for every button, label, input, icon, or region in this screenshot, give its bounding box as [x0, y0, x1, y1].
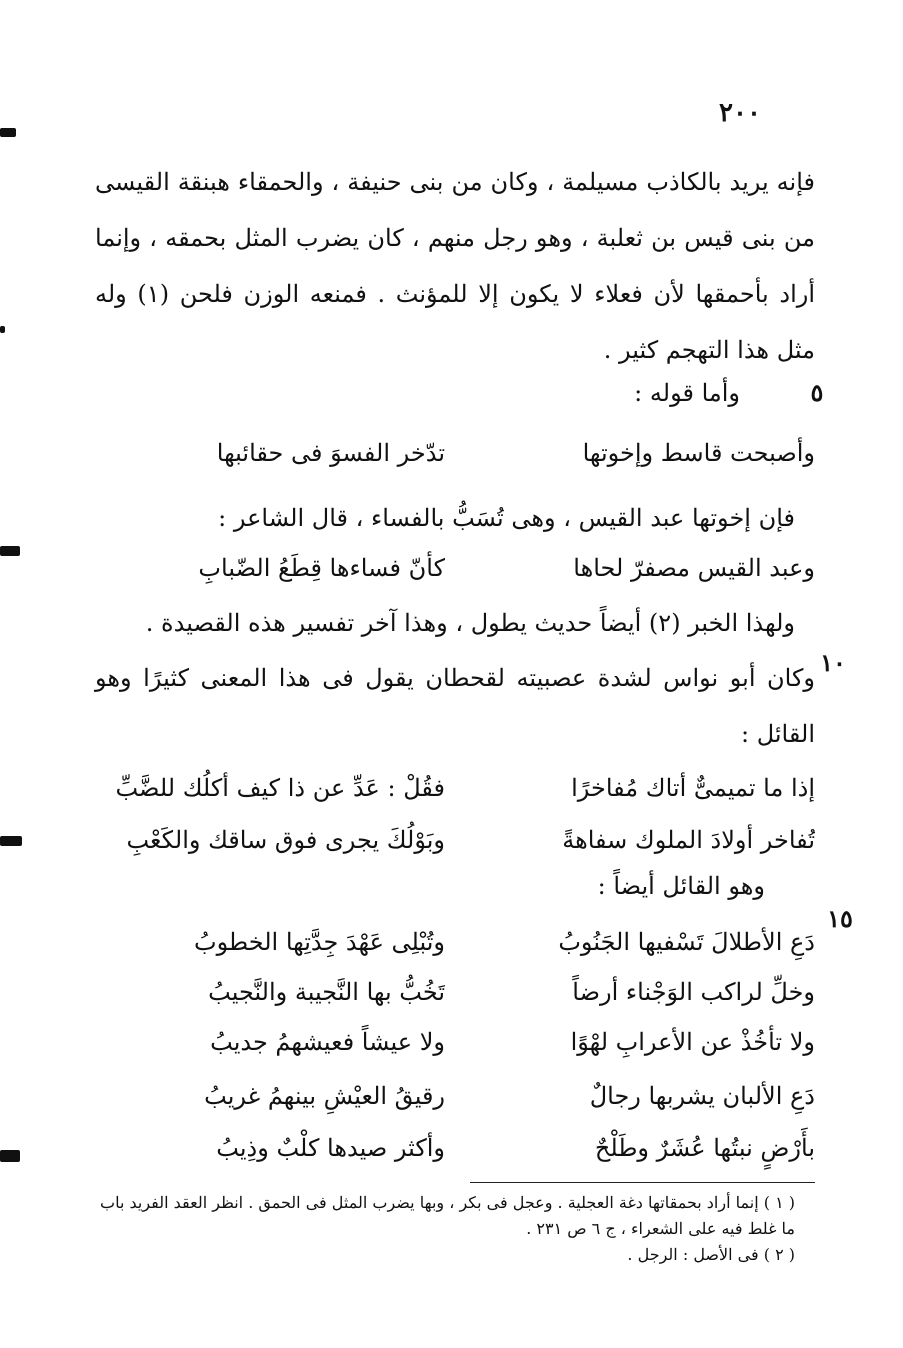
- line-number-5: ٥: [810, 378, 824, 407]
- verse-intro-2: وهو القائل أيضاً :: [597, 872, 765, 900]
- footnote-2: ( ٢ ) فى الأصل : الرجل .: [627, 1245, 795, 1264]
- verse-7-first-hemistich: ولا تأخُذْ عن الأعرابِ لهْوًا: [570, 1028, 815, 1056]
- scan-margin-mark: [0, 546, 20, 556]
- paragraph-4: وكان أبو نواس لشدة عصبيته لقحطان يقول فى هذا المعنى كثيرًا وهو القائل :: [95, 664, 815, 748]
- scan-margin-mark: [0, 128, 16, 137]
- scan-margin-mark: [0, 326, 5, 333]
- footnote-1: ( ١ ) إنما أراد بحمقاتها دغة العجلية . وعجل فى بكر ، وبها يضرب المثل فى الحمق . انظر العقد الفريد باب ما غلط فيه على الشعراء ، ج ٦ ص ٢٣١ .: [100, 1193, 795, 1238]
- verse-6-first-hemistich: وخلِّ لراكب الوَجْناء أرضاً: [572, 978, 815, 1006]
- page-number: ٢٠٠: [719, 98, 761, 128]
- verse-line-6: [95, 964, 815, 1020]
- verse-8-second-hemistich: رقيقُ العيْشِ بينهمُ غريبُ: [204, 1082, 445, 1110]
- verse-2-second-hemistich: كأنّ فساءها قِطَعُ الضّبابِ: [198, 554, 445, 582]
- line-number-10: ١٠: [820, 648, 846, 677]
- verse-3-second-hemistich: فقُلْ : عَدِّ عن ذا كيف أكلُك للضَّبِّ: [115, 774, 445, 802]
- verse-line-7: [95, 1014, 815, 1070]
- verse-line-8: [95, 1068, 815, 1124]
- scan-margin-mark: [0, 836, 22, 846]
- line-number-15: ١٥: [827, 904, 853, 933]
- paragraph-3: ولهذا الخبر (٢) أيضاً حديث يطول ، وهذا آخر تفسير هذه القصيدة .: [145, 609, 795, 637]
- verse-9-first-hemistich: بأَرْضٍ نبتُها عُشَرٌ وطَلْحٌ: [594, 1134, 815, 1162]
- verse-5-first-hemistich: دَعِ الأطلالَ تَسْفيها الجَنُوبُ: [558, 928, 815, 956]
- scan-margin-mark: [0, 1150, 20, 1162]
- verse-7-second-hemistich: ولا عيشاً فعيشهمُ جديبُ: [210, 1028, 445, 1056]
- verse-line-1: [95, 425, 815, 481]
- paragraph-2: فإن إخوتها عبد القيس ، وهى تُسَبُّ بالفساء ، قال الشاعر :: [218, 504, 795, 532]
- verse-4-first-hemistich: تُفاخر أولادَ الملوك سفاهةً: [562, 826, 815, 854]
- verse-line-5: [95, 914, 815, 970]
- verse-3-first-hemistich: إذا ما تميمىٌّ أتاك مُفاخرًا: [571, 774, 815, 802]
- verse-1-second-hemistich: تدّخر الفسوَ فى حقائبها: [216, 439, 445, 467]
- verse-line-3: [95, 760, 815, 816]
- footnotes: [95, 1190, 815, 1268]
- footnote-separator: [470, 1182, 815, 1183]
- verse-line-9: [95, 1120, 815, 1176]
- paragraph-1: فإنه يريد بالكاذب مسيلمة ، وكان من بنى حنيفة ، والحمقاء هبنقة القيسى من بنى قيس بن ثعلبة ، وهو رجل منهم ، كان يضرب المثل بحمقه ، وإنما أراد بأحمقها لأن فعلاء لا يكون إلا للمؤنث . فمنعه الوزن فلحن (١) وله مثل هذا التهجم كثير .: [95, 168, 815, 364]
- verse-6-second-hemistich: تَخُبُّ بها النَّجيبة والنَّجيبُ: [208, 978, 445, 1006]
- verse-5-second-hemistich: وتُبْلِى عَهْدَ جِدَّتِها الخطوبُ: [194, 928, 445, 956]
- verse-1-first-hemistich: وأصبحت قاسط وإخوتها: [582, 439, 815, 467]
- verse-8-first-hemistich: دَعِ الألبان يشربها رجالٌ: [589, 1082, 815, 1110]
- verse-line-2: [95, 540, 815, 596]
- verse-9-second-hemistich: وأكثر صيدها كلْبٌ وذِيبُ: [216, 1134, 445, 1162]
- verse-intro-1: وأما قوله :: [634, 379, 740, 407]
- verse-2-first-hemistich: وعبد القيس مصفرّ لحاها: [573, 554, 815, 582]
- verse-4-second-hemistich: وبَوْلُكَ يجرى فوق ساقك والكَعْبِ: [126, 826, 445, 854]
